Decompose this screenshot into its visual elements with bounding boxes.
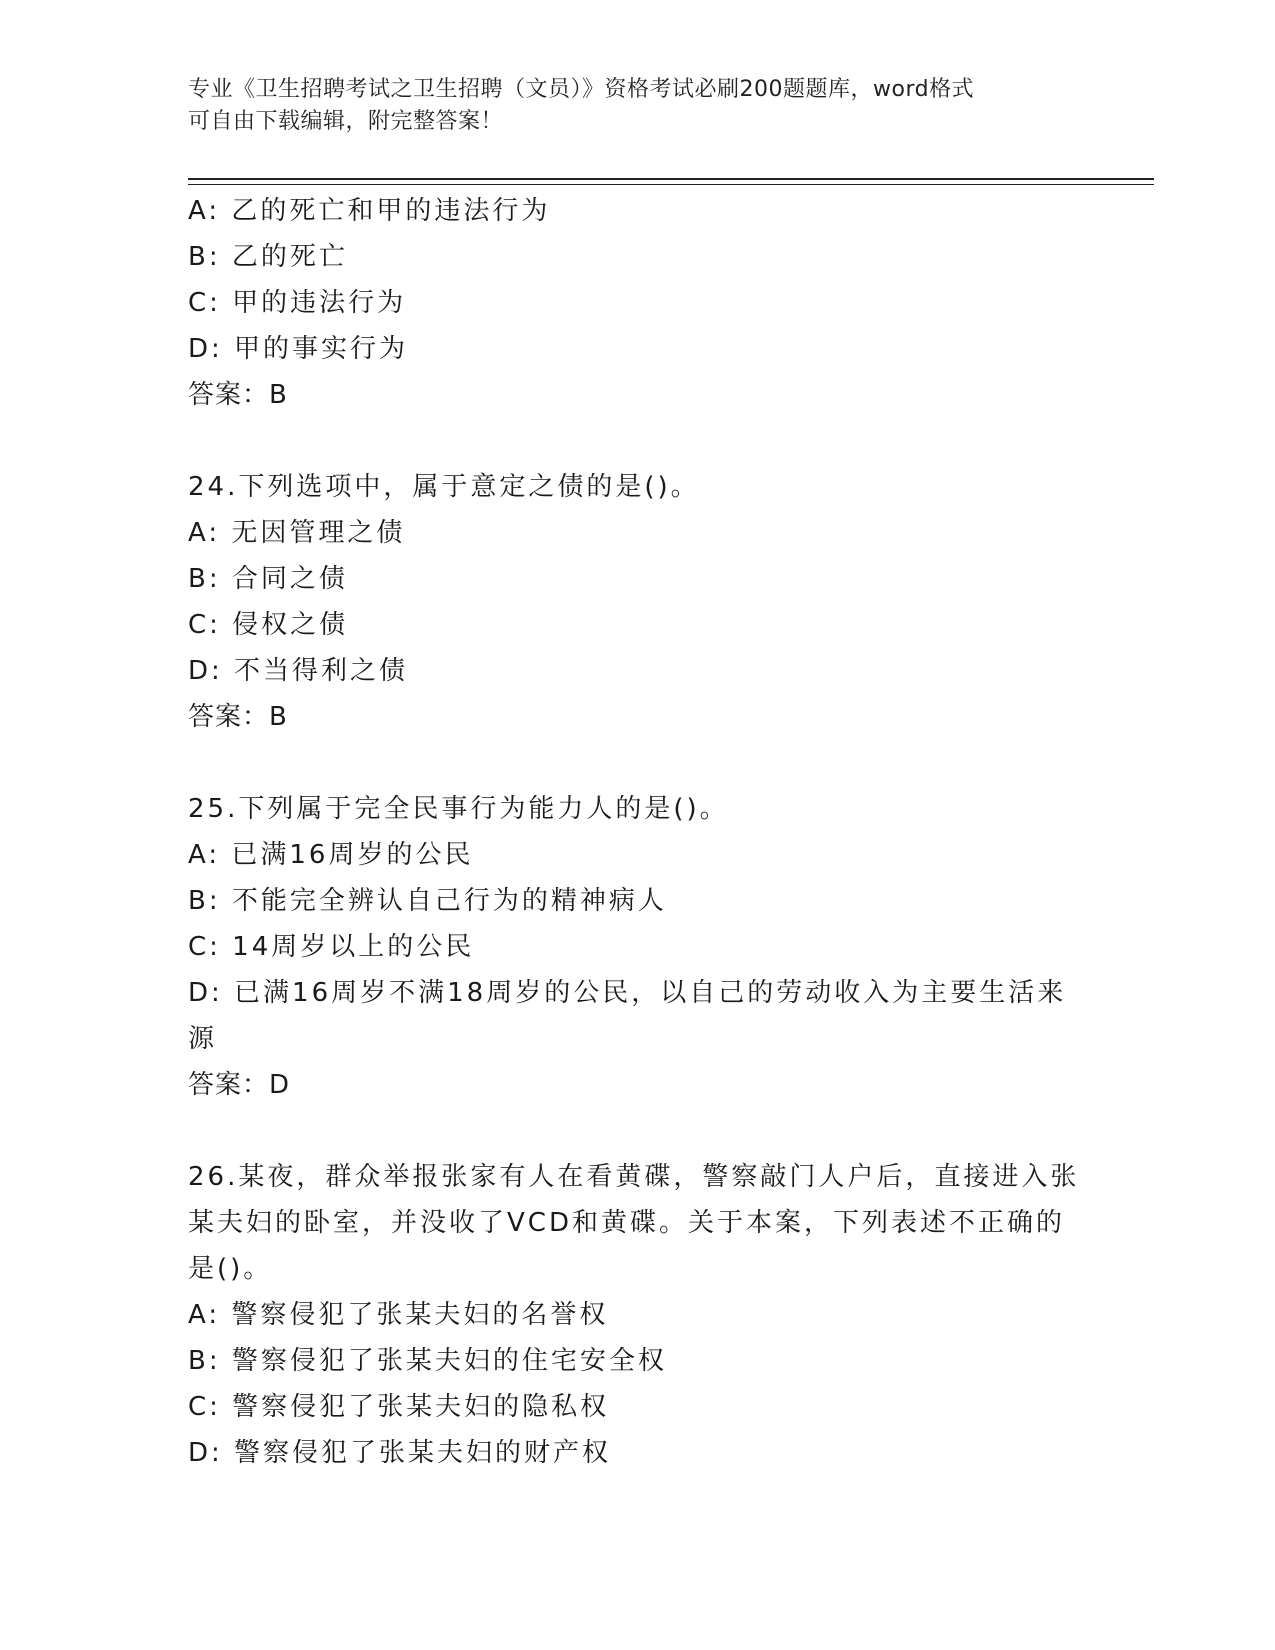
question-25 (188, 786, 1088, 1108)
header-divider-thick (188, 178, 1154, 180)
option-a: A: 已满16周岁的公民 (188, 840, 474, 870)
option-d: D: 不当得利之债 (188, 656, 409, 686)
question-stem-line-3: 是()。 (188, 1254, 273, 1284)
header-line-2: 可自由下载编辑，附完整答案！ (188, 109, 504, 134)
option-b: B: 合同之债 (188, 564, 348, 594)
header-line-1: 专业《卫生招聘考试之卫生招聘（文员）》资格考试必刷200题题库，word格式 (188, 77, 975, 102)
option-c: C: 侵权之债 (188, 610, 349, 640)
spacer (188, 1108, 1088, 1154)
option-a: A: 无因管理之债 (188, 518, 406, 548)
question-stem-line-2: 某夫妇的卧室，并没收了VCD和黄碟。关于本案，下列表述不正确的 (188, 1208, 1065, 1238)
option-a: A: 警察侵犯了张某夫妇的名誉权 (188, 1300, 609, 1330)
option-d-continued: 源 (188, 1024, 218, 1054)
question-26 (188, 1154, 1088, 1476)
spacer (188, 418, 1088, 464)
question-24 (188, 464, 1088, 740)
question-content (188, 188, 1088, 1476)
question-stem: 25.下列属于完全民事行为能力人的是()。 (188, 794, 729, 824)
question-23-tail (188, 188, 1088, 418)
header-divider-thin (188, 184, 1154, 185)
answer: 答案：B (188, 702, 288, 732)
answer: 答案：B (188, 380, 288, 410)
option-b: B: 乙的死亡 (188, 242, 348, 272)
question-stem: 24.下列选项中，属于意定之债的是()。 (188, 472, 700, 502)
document-header (188, 74, 1068, 138)
option-c: C: 甲的违法行为 (188, 288, 407, 318)
question-stem-line-1: 26.某夜，群众举报张家有人在看黄碟，警察敲门人户后，直接进入张 (188, 1162, 1080, 1192)
answer: 答案：D (188, 1070, 291, 1100)
option-d: D: 警察侵犯了张某夫妇的财产权 (188, 1438, 612, 1468)
option-b: B: 不能完全辨认自己行为的精神病人 (188, 886, 667, 916)
option-c: C: 14周岁以上的公民 (188, 932, 475, 962)
option-b: B: 警察侵犯了张某夫妇的住宅安全权 (188, 1346, 667, 1376)
option-c: C: 警察侵犯了张某夫妇的隐私权 (188, 1392, 610, 1422)
option-d: D: 已满16周岁不满18周岁的公民，以自己的劳动收入为主要生活来 (188, 978, 1067, 1008)
option-d: D: 甲的事实行为 (188, 334, 409, 364)
spacer (188, 740, 1088, 786)
option-a: A: 乙的死亡和甲的违法行为 (188, 196, 551, 226)
